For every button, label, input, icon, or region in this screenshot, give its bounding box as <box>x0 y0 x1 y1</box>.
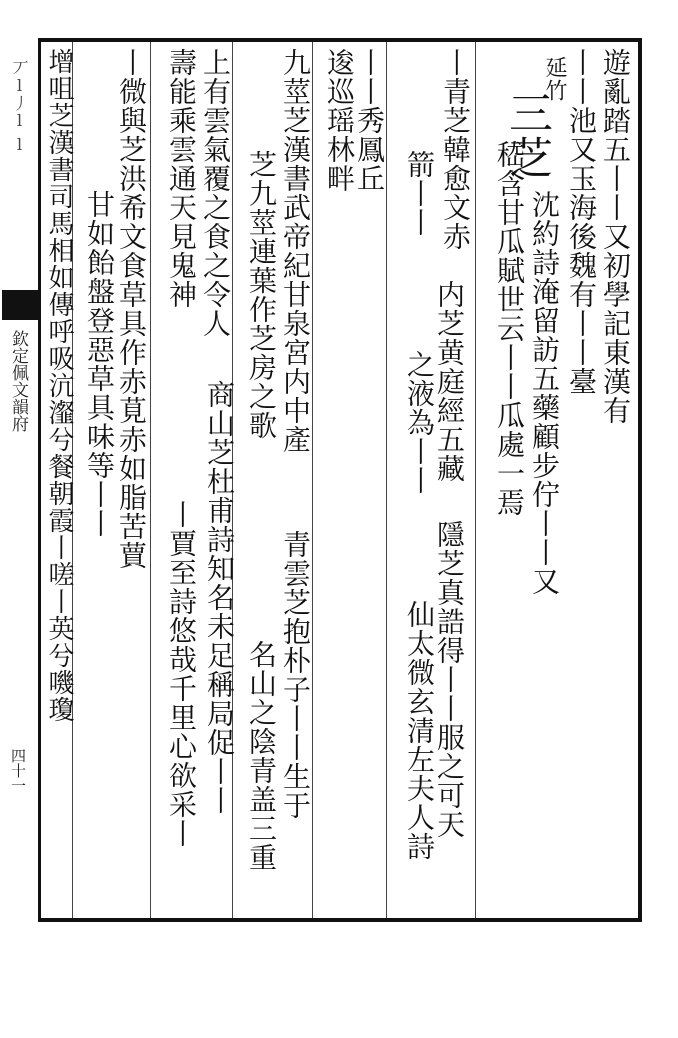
entry-heading-3: 隱芝真誥得丨丨服之可天 <box>433 520 466 839</box>
text-column-11: 上有雲氣覆之食之令人 <box>199 48 232 338</box>
text-column-9: 九莖芝漢書武帝紀甘泉宮内中產 <box>279 48 312 454</box>
text-column-10b: 名山之陰青盖三重 <box>245 640 278 872</box>
margin-top-marks: 丆ⅼ丿ⅼ ⅼ <box>10 60 29 155</box>
text-column-8: 逡巡瑶林畔 <box>323 48 356 193</box>
entry-heading-1: 三芝 <box>501 90 552 180</box>
frame-left-border <box>38 38 41 922</box>
text-column-3: 沈約詩淹留訪五藥顧步佇丨丨又 <box>528 190 561 596</box>
entry-heading-4: 青雲芝抱朴子丨丨生于 <box>279 530 312 820</box>
text-column-10a: 芝九莖連葉作芝房之歌 <box>245 150 278 440</box>
frame-right-border <box>638 38 642 922</box>
column-rule-1 <box>475 42 476 918</box>
book-title: 欽定佩文韻府 <box>8 330 28 432</box>
text-column-14: 甘如飴盤登惡草具味等丨丨 <box>83 190 116 538</box>
entry-heading-2: 内芝黄庭經五藏 <box>433 280 466 483</box>
text-column-6a: 箭丨丨 <box>403 150 436 237</box>
margin-fishtail-mark <box>2 290 38 320</box>
column-rule-5 <box>150 42 151 918</box>
page-number: 四十一 <box>9 748 27 793</box>
text-column-6c: 仙太微玄清左夫人詩 <box>403 600 436 861</box>
text-column-1: 遊亂踏五丨丨又初學記東漢有 <box>599 48 632 425</box>
text-column-2: 丨丨池又玉海後魏有丨丨臺 <box>565 48 598 396</box>
text-column-3a: 延竹 <box>542 56 567 102</box>
text-column-4: 嵇含甘瓜賦世云丨丨瓜處一焉 <box>493 140 526 517</box>
entry-heading-5: 商山芝杜甫詩知名未足稱局促丨丨 <box>203 380 236 815</box>
text-column-13: 丨微與芝洪希文食草具作赤莧赤如脂苦蕒 <box>115 48 148 570</box>
text-column-5: 丨青芝韓愈文赤 <box>439 48 472 251</box>
text-column-6b: 之液為丨丨 <box>403 350 436 495</box>
frame-top-border <box>38 38 642 42</box>
text-column-7: 丨丨秀鳳丘 <box>353 48 386 193</box>
frame-bottom-border <box>38 918 642 922</box>
text-column-15: 增咀芝漢書司馬相如傳呼吸沆瀣兮餐朝霞丨嗟丨英兮嘰瓊 <box>44 48 74 723</box>
text-column-12b: 丨賈至詩悠哉千里心欲采丨 <box>165 500 198 848</box>
text-column-12a: 壽能乘雲通天見鬼神 <box>165 48 198 309</box>
